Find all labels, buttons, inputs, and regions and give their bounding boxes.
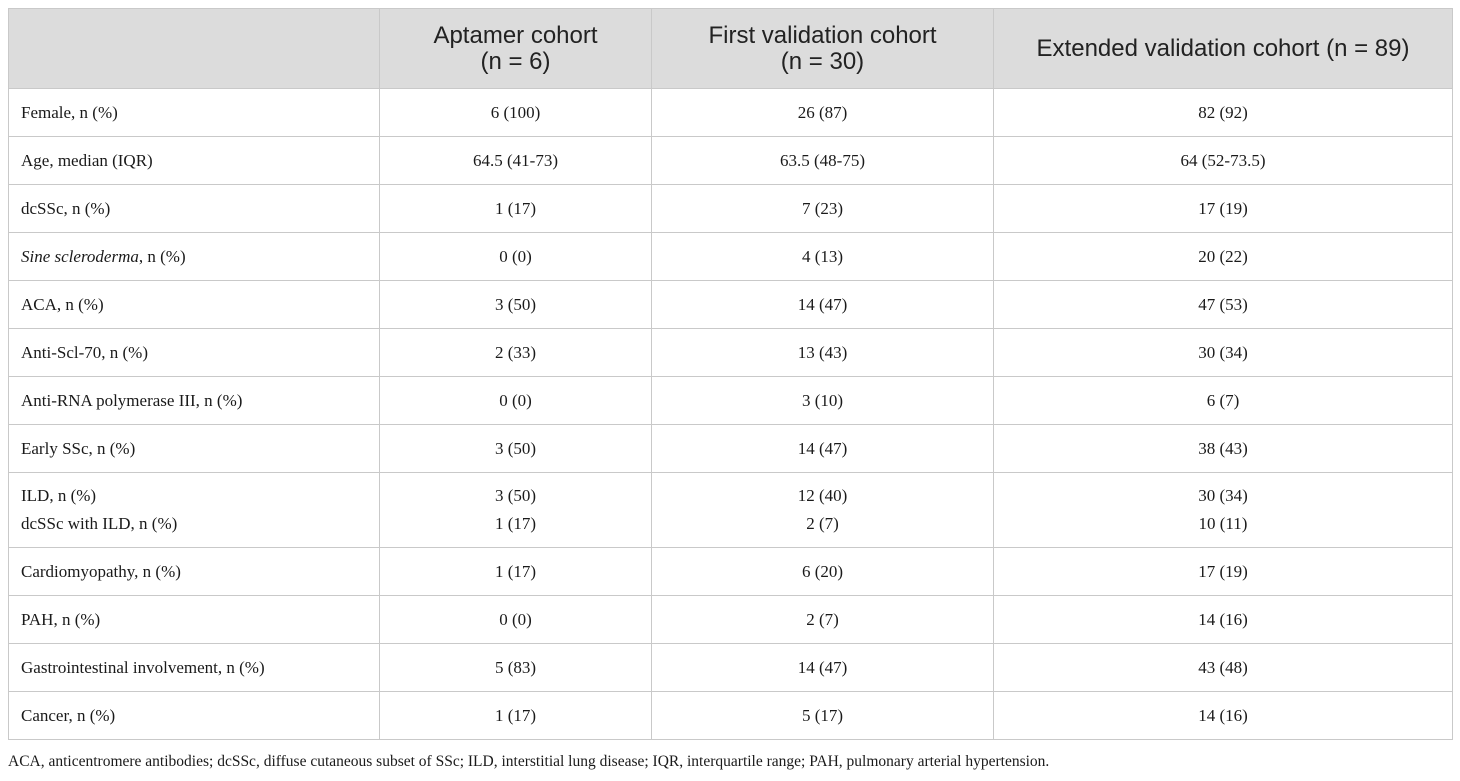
- row-label: [9, 233, 380, 281]
- table-row: [9, 596, 1453, 644]
- cell-value: 17 (19): [994, 185, 1453, 233]
- cell-value: 3 (50): [380, 281, 652, 329]
- table-row: [9, 185, 1453, 233]
- cell-value: 26 (87): [652, 89, 994, 137]
- row-label-italic: Sine scleroderma: [21, 246, 139, 266]
- row-label-line: ILD, n (%): [21, 486, 97, 505]
- cell-value: 5 (17): [652, 692, 994, 740]
- cell-value: 1 (17): [380, 548, 652, 596]
- cell-value: 14 (47): [652, 281, 994, 329]
- cell-value: 82 (92): [994, 89, 1453, 137]
- cell-value: 5 (83): [380, 644, 652, 692]
- row-label: Gastrointestinal involvement, n (%): [9, 644, 380, 692]
- table-row: [9, 137, 1453, 185]
- table-footnote: ACA, anticentromere antibodies; dcSSc, diffuse cutaneous subset of SSc; ILD, interstitial lung disease; IQR, interquartile range; PAH, pulmonary arterial hypertension.: [8, 753, 1050, 770]
- cell-value: 64.5 (41-73): [380, 137, 652, 185]
- table-row: [9, 692, 1453, 740]
- table-row: [9, 377, 1453, 425]
- cell-value: 14 (47): [652, 644, 994, 692]
- cell-value: 14 (47): [652, 425, 994, 473]
- row-label: Anti-RNA polymerase III, n (%): [9, 377, 380, 425]
- table-row: [9, 425, 1453, 473]
- cell-value: 4 (13): [652, 233, 994, 281]
- row-label: PAH, n (%): [9, 596, 380, 644]
- cell-value: 2 (7): [652, 596, 994, 644]
- cell-value: 13 (43): [652, 329, 994, 377]
- cell-value: 3 (50): [380, 425, 652, 473]
- row-label-line: dcSSc with ILD, n (%): [21, 514, 178, 533]
- header-aptamer-cohort: Aptamer cohort (n = 6): [380, 9, 652, 89]
- table-row: [9, 233, 1453, 281]
- cell-value: 6 (20): [652, 548, 994, 596]
- cell-value: 7 (23): [652, 185, 994, 233]
- cell-value: 1 (17): [380, 185, 652, 233]
- table-container: [8, 8, 1452, 740]
- header-row: [9, 9, 1453, 89]
- row-label: dcSSc, n (%): [9, 185, 380, 233]
- cell-value: 64 (52-73.5): [994, 137, 1453, 185]
- row-label-rest: , n (%): [138, 246, 186, 266]
- cell-value: 30 (34): [994, 329, 1453, 377]
- cell-value: 0 (0): [380, 377, 652, 425]
- row-label: Female, n (%): [9, 89, 380, 137]
- table-row: [9, 329, 1453, 377]
- cell-value: 38 (43): [994, 425, 1453, 473]
- row-label: ACA, n (%): [9, 281, 380, 329]
- cell-value: 12 (40) 2 (7): [652, 473, 994, 548]
- cell-value: 63.5 (48-75): [652, 137, 994, 185]
- cell-value: 17 (19): [994, 548, 1453, 596]
- cell-value: 14 (16): [994, 692, 1453, 740]
- row-label: Early SSc, n (%): [9, 425, 380, 473]
- cell-value: 3 (10): [652, 377, 994, 425]
- cell-value: 0 (0): [380, 596, 652, 644]
- header-first-validation-cohort: First validation cohort (n = 30): [652, 9, 994, 89]
- cohort-characteristics-table: [8, 8, 1453, 740]
- cell-value: 2 (33): [380, 329, 652, 377]
- cell-value: 6 (7): [994, 377, 1453, 425]
- header-cell-empty: [9, 9, 380, 89]
- cell-value: 20 (22): [994, 233, 1453, 281]
- cell-value: 14 (16): [994, 596, 1453, 644]
- row-label: Age, median (IQR): [9, 137, 380, 185]
- cell-value: 0 (0): [380, 233, 652, 281]
- row-label: Cardiomyopathy, n (%): [9, 548, 380, 596]
- cell-value: 30 (34) 10 (11): [994, 473, 1453, 548]
- row-label: [9, 473, 380, 548]
- cell-value: 47 (53): [994, 281, 1453, 329]
- table-row: [9, 548, 1453, 596]
- cell-value: 6 (100): [380, 89, 652, 137]
- table-row: [9, 89, 1453, 137]
- table-row: [9, 473, 1453, 548]
- row-label: Cancer, n (%): [9, 692, 380, 740]
- cell-value: 1 (17): [380, 692, 652, 740]
- header-extended-validation-cohort: Extended validation cohort (n = 89): [994, 9, 1453, 89]
- row-label: Anti-Scl-70, n (%): [9, 329, 380, 377]
- table-row: [9, 281, 1453, 329]
- table-row: [9, 644, 1453, 692]
- cell-value: 43 (48): [994, 644, 1453, 692]
- cell-value: 3 (50) 1 (17): [380, 473, 652, 548]
